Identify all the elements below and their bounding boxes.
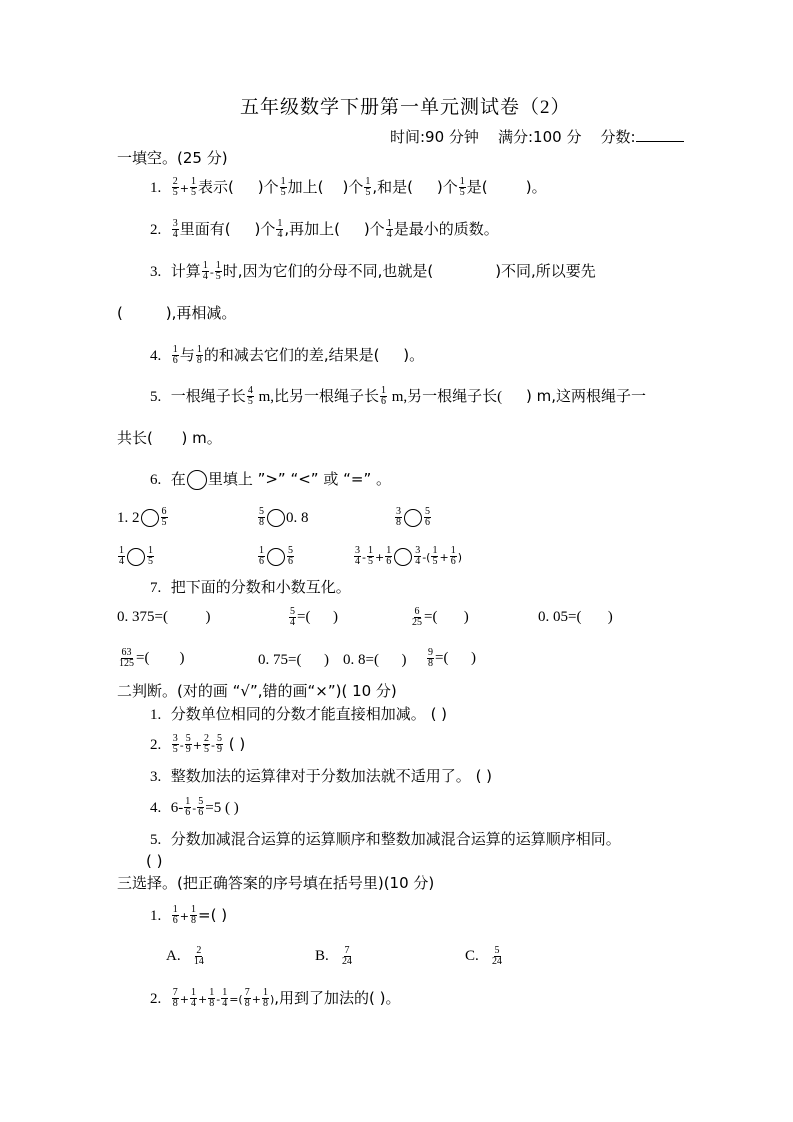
judge-question-5-paren: ( ) — [146, 852, 163, 870]
fraction: $\frac{1}{5}$ — [148, 545, 153, 567]
convert-item-2: $\frac{5}{4}$ =( ) — [290, 606, 338, 629]
fraction: $\frac{2}{5}$ — [204, 733, 209, 755]
fraction: $\frac{3}{4}$ — [172, 218, 178, 240]
fraction: $\frac{5}{6}$ — [288, 545, 293, 567]
fraction: $\frac{1}{4}$ — [119, 545, 124, 567]
compare-item-1: 1. 2 $\frac{6}{5}$ — [117, 506, 167, 528]
fraction: $\frac{5}{8}$ — [259, 506, 264, 528]
fraction: $\frac{1}{6}$ — [259, 545, 264, 567]
compare-item-6: $\frac{3}{4}$ - $\frac{1}{5}$ + $\frac{1}{6}$ $\frac{3}{4}$ -( $\frac{1}{5}$ + $\frac{1}{6}$ ) — [355, 545, 462, 567]
fraction: $\frac{1}{8}$ — [196, 344, 202, 366]
fraction: $\frac{1}{5}$ — [215, 260, 221, 282]
option-b[interactable]: B. $\frac{7}{24}$ — [315, 945, 353, 968]
compare-item-4 — [117, 546, 155, 567]
fraction: $\frac{3}{4}$ — [355, 545, 360, 567]
score-label: 分数: — [600, 128, 636, 146]
fraction: $\frac{3}{8}$ — [396, 506, 401, 528]
compare-circle[interactable] — [141, 509, 159, 527]
fraction: $\frac{63}{125}$ — [119, 647, 134, 670]
choice-question-2: 2. $\frac{7}{8}$ + $\frac{1}{4}$ + $\frac{1}{8}$ - $\frac{1}{4}$ =( $\frac{7}{8}$ + $\frac{1}{8}$ ),用到了加法的( )。 — [150, 987, 401, 1009]
convert-item-1: 0. 375=( ) — [117, 609, 211, 625]
compare-circle[interactable] — [127, 548, 145, 566]
judge-question-4: 4. 6- $\frac{1}{6}$ - $\frac{5}{6}$ =5 ( ) — [150, 796, 239, 818]
fraction: $\frac{1}{4}$ — [222, 987, 228, 1009]
judge-question-2: 2. $\frac{3}{5}$ - $\frac{5}{9}$ + $\frac{2}{5}$ - $\frac{5}{9}$ ( ) — [150, 733, 246, 755]
fraction: $\frac{6}{25}$ — [412, 606, 422, 629]
section-2-heading: 二判断。(对的画 “√”,错的画“×”)( 10 分) — [117, 682, 397, 700]
compare-circle[interactable] — [267, 548, 285, 566]
section-3-heading: 三选择。(把正确答案的序号填在括号里)(10 分) — [117, 874, 435, 892]
fraction: $\frac{5}{9}$ — [216, 733, 222, 755]
convert-item-4: 0. 05=( ) — [538, 609, 613, 625]
compare-circle[interactable] — [404, 509, 422, 527]
fill-question-5-cont: 共长( ) m。 — [117, 429, 222, 447]
fill-question-6: 6. 在 里填上 ”>” “<” 或 “=” 。 — [150, 470, 391, 488]
exam-info — [390, 126, 684, 147]
fraction: $\frac{1}{5}$ — [367, 545, 373, 567]
fraction: $\frac{1}{5}$ — [191, 176, 197, 198]
fill-question-5: 5. 一根绳子长 $\frac{4}{5}$ m,比另一根绳子长 $\frac{1}{6}$ m,另一根绳子长( ) m,这两根绳子一 — [150, 385, 647, 407]
convert-item-6: 0. 75=( ) — [258, 652, 329, 668]
fraction: $\frac{6}{5}$ — [161, 506, 167, 528]
fraction: $\frac{1}{6}$ — [386, 545, 392, 567]
fraction: $\frac{3}{5}$ — [172, 733, 178, 755]
fill-question-7: 7. 把下面的分数和小数互化。 — [150, 578, 351, 596]
fraction: $\frac{1}{4}$ — [386, 218, 392, 240]
fraction: $\frac{1}{4}$ — [191, 987, 197, 1009]
section-1-heading: 一填空。(25 分) — [117, 149, 228, 167]
compare-circle[interactable] — [394, 548, 412, 566]
fraction: $\frac{1}{6}$ — [185, 796, 191, 818]
fraction: $\frac{1}{8}$ — [209, 987, 215, 1009]
fraction: $\frac{5}{24}$ — [492, 945, 503, 968]
fill-question-1: 1. $\frac{2}{5}$ + $\frac{1}{5}$ 表示( )个 $\frac{1}{5}$ 加上( )个 $\frac{1}{5}$ ,和是( )个 $\frac{1}{5}$ 是( )。 — [150, 176, 547, 198]
full-score-info: 满分:100 分 — [498, 128, 582, 146]
choice-question-1: 1. $\frac{1}{6}$ + $\frac{1}{8}$ =( ) — [150, 904, 228, 926]
fraction: $\frac{1}{6}$ — [450, 545, 456, 567]
fraction: $\frac{1}{5}$ — [280, 176, 286, 198]
option-c[interactable]: C. $\frac{5}{24}$ — [465, 945, 503, 968]
judge-question-5: 5. 分数加减混合运算的运算顺序和整数加减混合运算的运算顺序相同。 — [150, 830, 621, 848]
option-a[interactable]: A. $\frac{2}{14}$ — [166, 945, 204, 968]
fraction: $\frac{5}{4}$ — [290, 606, 295, 629]
fill-question-2: 2. $\frac{3}{4}$ 里面有( )个 $\frac{1}{4}$ ,再加上( )个 $\frac{1}{4}$ 是最小的质数。 — [150, 218, 499, 240]
convert-item-8: $\frac{9}{8}$ =( ) — [428, 647, 476, 670]
convert-item-3: $\frac{6}{25}$ =( ) — [412, 606, 469, 629]
fraction: $\frac{1}{8}$ — [191, 904, 197, 926]
convert-item-7: 0. 8=( ) — [343, 652, 407, 668]
convert-item-5: $\frac{63}{125}$ =( ) — [119, 647, 185, 670]
fraction: $\frac{7}{8}$ — [172, 987, 178, 1009]
fraction: $\frac{5}{6}$ — [425, 506, 430, 528]
compare-item-5 — [257, 546, 295, 567]
judge-question-3: 3. 整数加法的运算律对于分数加法就不适用了。 ( ) — [150, 767, 493, 785]
fill-question-3-cont: ( ),再相减。 — [117, 304, 237, 322]
compare-circle[interactable] — [187, 470, 207, 490]
fraction: $\frac{1}{5}$ — [459, 176, 465, 198]
fraction: $\frac{3}{4}$ — [415, 545, 421, 567]
fraction: $\frac{5}{9}$ — [185, 733, 191, 755]
fill-question-3: 3. 计算 $\frac{1}{4}$ - $\frac{1}{5}$ 时,因为它们的分母不同,也就是( )不同,所以要先 — [150, 260, 596, 282]
fraction: $\frac{5}{6}$ — [198, 796, 204, 818]
fraction: $\frac{2}{5}$ — [172, 176, 178, 198]
fraction: $\frac{1}{5}$ — [432, 545, 438, 567]
fraction: $\frac{7}{8}$ — [244, 987, 250, 1009]
fraction: $\frac{1}{4}$ — [277, 218, 283, 240]
fraction: $\frac{1}{5}$ — [365, 176, 371, 198]
compare-item-3 — [394, 507, 432, 528]
fraction: $\frac{1}{4}$ — [202, 260, 208, 282]
fraction: $\frac{2}{14}$ — [193, 945, 204, 968]
compare-circle[interactable] — [267, 509, 285, 527]
fraction: $\frac{1}{6}$ — [172, 904, 178, 926]
fraction: $\frac{7}{24}$ — [342, 945, 353, 968]
fraction: $\frac{1}{8}$ — [262, 987, 268, 1009]
judge-question-1: 1. 分数单位相同的分数才能直接相加减。 ( ) — [150, 705, 448, 723]
page-title: 五年级数学下册第一单元测试卷（2） — [240, 97, 571, 118]
score-blank[interactable] — [636, 126, 684, 142]
fraction: $\frac{1}{6}$ — [172, 344, 178, 366]
fraction: $\frac{1}{6}$ — [380, 385, 386, 407]
time-info: 时间:90 分钟 — [390, 128, 479, 146]
fill-question-4: 4. $\frac{1}{6}$ 与 $\frac{1}{8}$ 的和减去它们的差,结果是( )。 — [150, 344, 425, 366]
fraction: $\frac{9}{8}$ — [428, 647, 433, 670]
compare-item-2: $\frac{5}{8}$ 0. 8 — [259, 506, 309, 528]
fraction: $\frac{4}{5}$ — [247, 385, 253, 407]
